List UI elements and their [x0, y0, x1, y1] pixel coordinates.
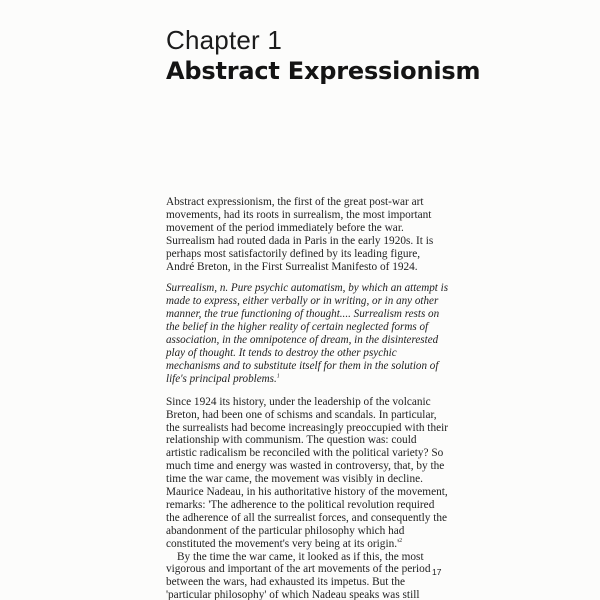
paragraph-history — [166, 396, 450, 551]
paragraph-intro: Abstract expressionism, the first of the great post-war art movements, had its roots in surrealism, the most important movement of the period immediately before the war. Surrealism had routed dada in Paris in the early 1920s. It is perhaps most satisfactorily defined by its leading figure, André Breton, in the First Surrealist Manifesto of 1924. — [166, 196, 434, 273]
footnote-marker: 1 — [276, 373, 280, 380]
footnote-marker: 2 — [399, 537, 403, 544]
paragraph-continuation: By the time the war came, it looked as if this, the most vigorous and important of the art movements of the period between the wars, had exhausted its impetus. But the 'particular philosophy' of which Nadeau speaks was still — [166, 550, 431, 600]
chapter-title: Abstract Expressionism — [166, 57, 481, 85]
body-text — [166, 196, 450, 600]
block-quote — [166, 282, 450, 385]
paragraph-history-text: Since 1924 its history, under the leadership of the volcanic Breton, had been one of schisms and scandals. In particular, the surrealists had become increasingly preoccupied with their relationship with communism. The question was: could artistic radicalism be reconciled with the political variety? So much time and energy was wasted in controversy, that, by the time the war came, the movement was visibly in decline. Maurice Nadeau, in his authoritative history of the movement, remarks: 'The adherence to the political revolution required the adherence of all the surrealist forces, and consequently the abandonment of the particular philosophy which had constituted the movement's very being at its origin.' — [166, 395, 449, 550]
chapter-label: Chapter 1 — [166, 25, 282, 55]
chapter-header — [166, 24, 586, 86]
page-number: 17 — [432, 567, 442, 577]
block-quote-text: Surrealism, n. Pure psychic automatism, by which an attempt is made to express, either verbally or in writing, or in any other manner, the true functioning of thought.... Surrealism rests on the belief in the higher reality of certain neglected forms of association, in the omnipotence of dream, in the disinterested play of thought. It tends to destroy the other psychic mechanisms and to substitute itself for them in the solution of life's principal problems. — [166, 282, 449, 385]
